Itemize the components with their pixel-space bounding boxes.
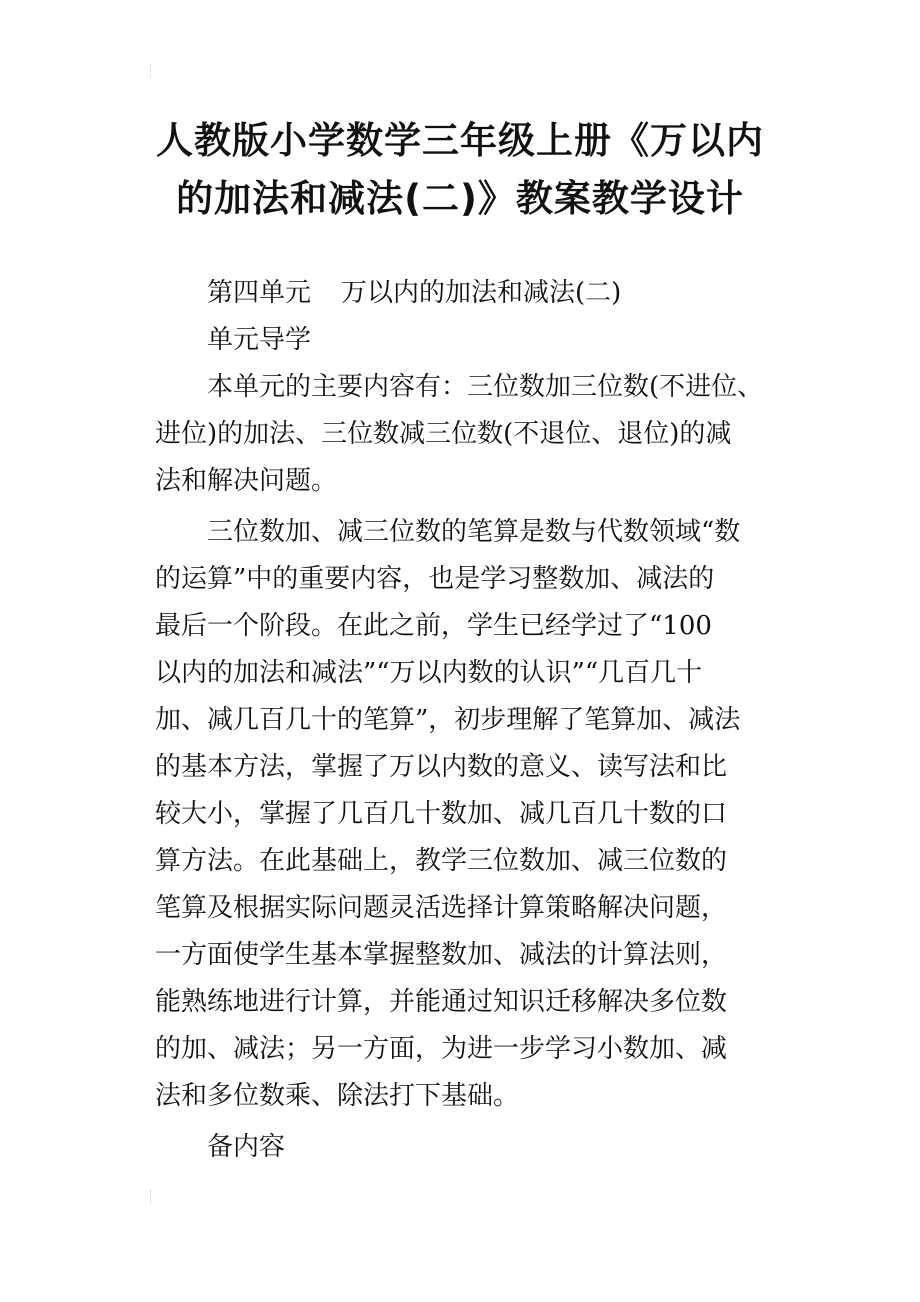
corner-mark xyxy=(150,64,157,78)
document-title xyxy=(60,112,860,228)
title-line: 的加法和减法(二)》教案教学设计 xyxy=(176,177,744,220)
unit-topic: 万以内的加法和减法(二) xyxy=(341,278,622,308)
text-line: 算方法。在此基础上，教学三位数加、减三位数的 xyxy=(155,846,728,876)
text-line: 能熟练地进行计算，并能通过知识迁移解决多位数 xyxy=(155,987,728,1017)
text-line: 法和多位数乘、除法打下基础。 xyxy=(155,1081,520,1111)
text-line: 一方面使学生基本掌握整数加、减法的计算法则， xyxy=(155,940,728,970)
text-line: 本单元的主要内容有：三位数加三位数(不进位、 xyxy=(207,372,764,402)
text-line: 最后一个阶段。在此之前，学生已经学过了“100 xyxy=(155,611,712,641)
text-line: 的运算”中的重要内容，也是学习整数加、减法的 xyxy=(155,564,715,594)
text-line: 三位数加、减三位数的笔算是数与代数领域“数 xyxy=(207,517,741,547)
paragraph-1 xyxy=(155,364,775,505)
unit-number: 第四单元 xyxy=(207,278,312,308)
text-line: 的基本方法，掌握了万以内数的意义、读写法和比 xyxy=(155,752,728,782)
unit-heading xyxy=(155,270,775,317)
document-body xyxy=(155,270,775,1171)
text-line: 笔算及根据实际问题灵活选择计算策略解决问题， xyxy=(155,893,728,923)
title-line: 人教版小学数学三年级上册《万以内 xyxy=(156,119,764,162)
text-line: 加、减几百几十的笔算”，初步理解了笔算加、减法 xyxy=(155,705,741,735)
corner-mark xyxy=(150,1190,157,1204)
section-label: 单元导学 xyxy=(207,325,312,355)
text-line: 以内的加法和减法”“万以内数的认识”“几百几十 xyxy=(155,658,703,688)
text-line: 进位)的加法、三位数减三位数(不退位、退位)的减 xyxy=(155,419,732,449)
text-line: 的加、减法；另一方面，为进一步学习小数加、减 xyxy=(155,1034,728,1064)
content-label: 备内容 xyxy=(207,1132,286,1162)
text-line: 法和解决问题。 xyxy=(155,466,338,496)
paragraph-2 xyxy=(155,509,775,1120)
text-line: 较大小，掌握了几百几十数加、减几百几十数的口 xyxy=(155,799,728,829)
